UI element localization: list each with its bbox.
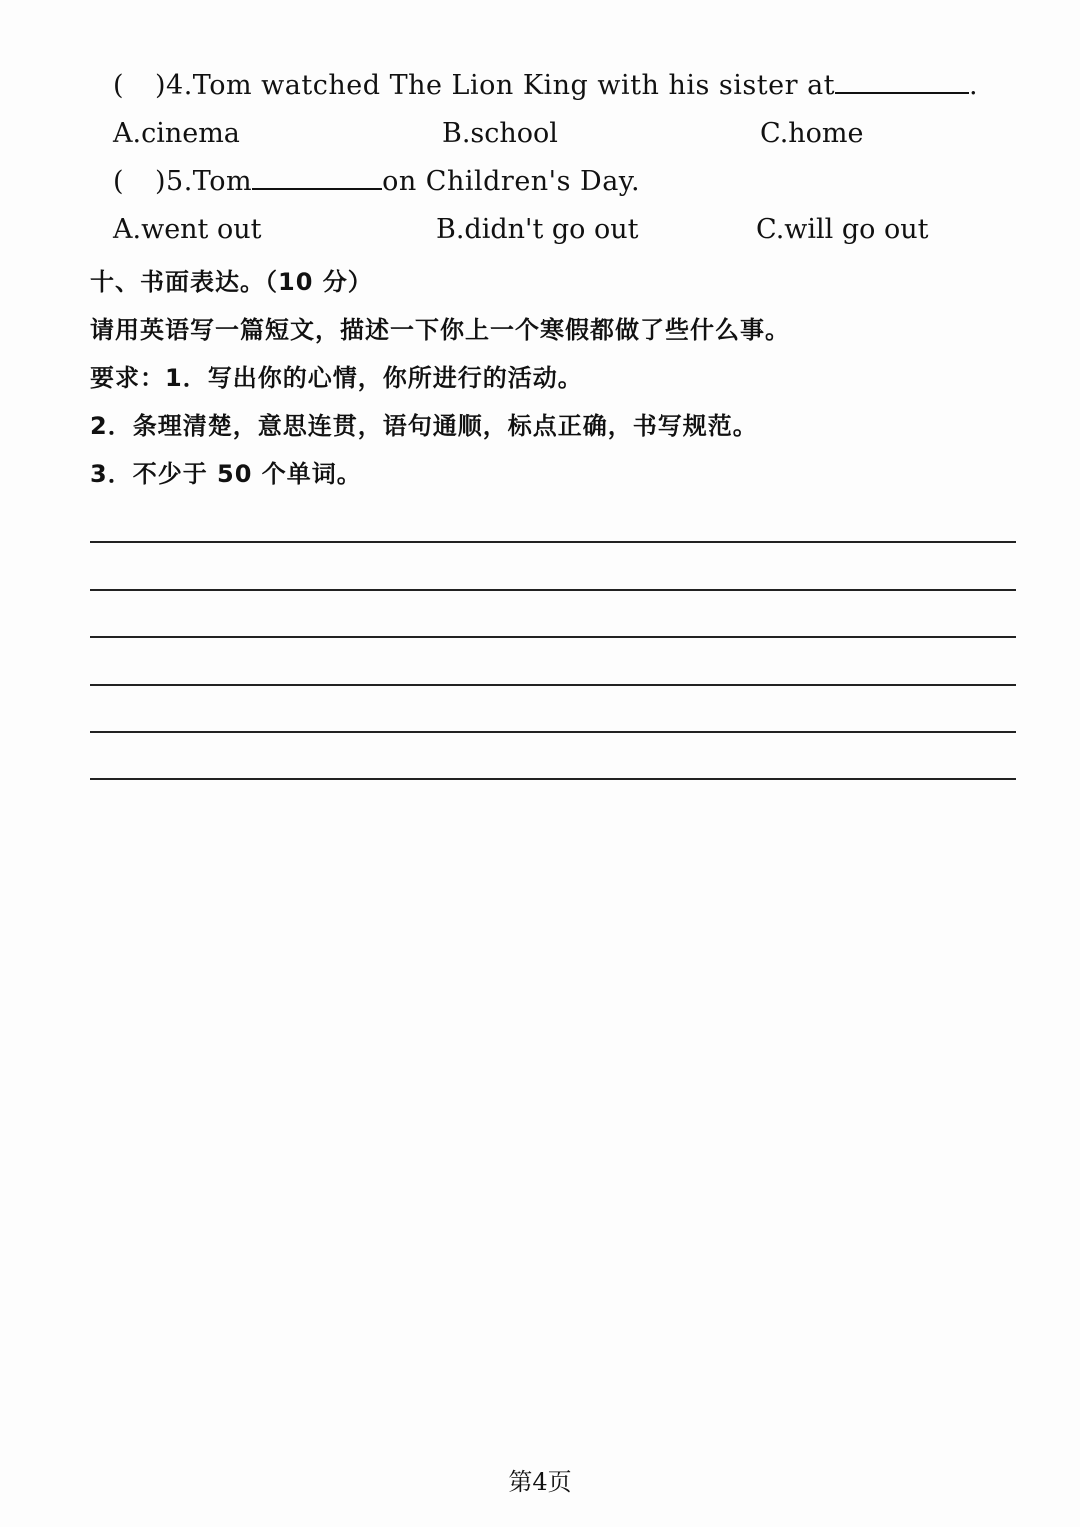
option-b: B.school	[442, 118, 558, 149]
page-number: 第4页	[508, 1468, 572, 1496]
answer-blank[interactable]	[835, 70, 969, 94]
section-instruction: 请用英语写一篇短文，描述一下你上一个寒假都做了些什么事。	[90, 316, 790, 344]
option-a: A.went out	[113, 214, 262, 245]
option-c: C.home	[760, 118, 864, 149]
requirement-1: 要求：1．写出你的心情，你所进行的活动。	[90, 364, 583, 392]
writing-line[interactable]	[90, 778, 1016, 780]
paren-close: )	[155, 70, 167, 101]
requirement-2: 2．条理清楚，意思连贯，语句通顺，标点正确，书写规范。	[90, 412, 758, 440]
requirement-3: 3．不少于 50 个单词。	[90, 460, 362, 488]
option-a: A.cinema	[113, 118, 240, 149]
writing-line[interactable]	[90, 684, 1016, 686]
option-c: C.will go out	[756, 214, 929, 245]
writing-line[interactable]	[90, 731, 1016, 733]
option-b: B.didn't go out	[436, 214, 639, 245]
question-stem: 5.Tom	[166, 166, 253, 197]
writing-line[interactable]	[90, 636, 1016, 638]
question-stem-end: .	[969, 70, 979, 101]
section-title: 十、书面表达。（10 分）	[90, 268, 373, 296]
question-4	[113, 70, 978, 101]
answer-paren[interactable]: (	[113, 166, 125, 197]
answer-paren[interactable]: (	[113, 70, 125, 101]
paren-close: )	[155, 166, 167, 197]
writing-line[interactable]	[90, 541, 1016, 543]
answer-blank[interactable]	[252, 166, 382, 190]
writing-line[interactable]	[90, 589, 1016, 591]
question-stem: 4.Tom watched The Lion King with his sister at	[166, 70, 836, 101]
question-5	[113, 166, 640, 197]
question-stem-end: on Children's Day.	[382, 166, 641, 197]
